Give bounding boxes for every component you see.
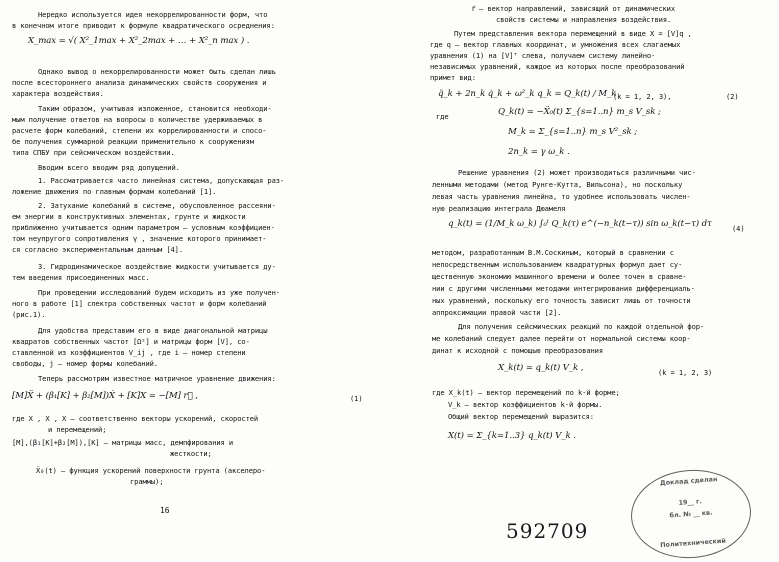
stamp-text: бл. № __ кв. [669,508,713,520]
equation-range: (k = 1, 2, 3), [613,92,672,101]
text-line: аппроксимации правой части [2]. [432,308,562,317]
text-line: свободы, j – номер формы колебаний. [12,359,158,368]
text-line: Таким образом, учитывая изложенное, становится необходи- [38,104,272,113]
stamp-text: Доклад сделан [659,475,718,488]
text-line: ем энергии в конструктивных элементах, грунте и жидкости [12,212,246,221]
text-line: ного в работе [1] спектра собственных частот и форм колебаний [12,299,267,308]
handwritten-inventory-number: 592709 [506,519,589,543]
text-line: V_k – вектор коэффициентов k-й формы. [448,400,603,409]
text-line: r⃗ – вектор направлений, зависящий от динамических [472,4,676,13]
text-line: ме колебаний следует далее перейти от нормальной системы коор- [432,334,691,343]
equation-total-displacement: X(t) = Σ_{k=1..3} q_k(t) V_k . [448,431,576,441]
text-line: [M],(β₁[K]+β₂[M]),[K] – матрицы масс, демпфирования и [12,438,234,447]
text-line: где X_k(t) – вектор перемещений по k-й форме; [432,388,620,397]
text-line: ленными методами (метод Рунге-Кутта, Вильсона), но поскольку [432,180,683,189]
text-line: Теперь рассмотрим известное матричное уравнение движения: [38,374,276,383]
text-line: расчете форм колебаний, степени их коррелированности и спосо- [12,126,267,135]
text-line: граммы); [130,477,164,486]
text-line: ную реализацию интеграла Дюамеля [432,204,566,213]
text-line: свойств системы и направления воздействия. [496,15,672,24]
text-line: независимых уравнений, каждое из которых после преобразований [430,62,685,71]
text-line: Общий вектор перемещений выразится: [448,412,594,421]
text-line: ставленной из коэффициентов V_ij , где i – номер степени [12,348,246,357]
equation-transform: X_k(t) = q_k(t) V_k , [498,363,584,373]
equation-damping: 2n_k = γ ω_k . [508,147,570,157]
text-line: 2. Затухание колебаний в системе, обусловленное рассеяни- [38,201,276,210]
text-line: нии с другими численными методами интегрирования дифференциаль- [432,284,695,293]
text-line: типа СПБУ при сейсмическом воздействии. [12,148,175,157]
text-line: Вводим всего вводим ряд допущений. [38,163,180,172]
stamp-text: Политехнический [659,536,727,550]
equation-modal: q̈_k + 2n_k q̇_k + ω²_k q_k = Q_k(t) / M_k [438,89,617,99]
text-line: При проведении исследований будем исходить из уже получен- [38,288,280,297]
text-line: ложение движения по главным формам колебаний [1]. [12,187,217,196]
text-line: и перемещений; [48,425,107,434]
text-line: мым получение ответов на вопросы о количестве удерживаемых в [12,115,263,124]
page-number: 16 [160,506,170,515]
equation-number: (1) [350,394,363,403]
text-line: 3. Гидродинамическое воздействие жидкости учитывается ду- [38,262,276,271]
text-line: непосредственным использованием квадратурных формул дает су- [432,260,683,269]
left-page [10,0,380,560]
equation-number: (2) [726,92,739,101]
text-line: после всестороннего анализа динамических свойств сооружения и [12,78,267,87]
text-line: квадратов собственных частот [Ω²] и матрицы форм [V], со- [12,337,250,346]
equation-range: (k = 1, 2, 3) [658,368,713,377]
text-line: левая часть уравнения линейна, то удобнее использовать числен- [432,192,691,201]
text-line: тем введения присоединенных масс. [12,273,150,282]
text-line: где [436,112,449,121]
text-line: Ẍ₀(t) – функция ускорений поверхности грунта (акселеро- [36,466,266,475]
text-line: уравнения (1) на [V]ᵀ слева, получаем систему линейно- [430,51,656,60]
text-line: 1. Рассматривается часто линейная система, допускающая раз- [38,176,285,185]
equation-duhamel: q_k(t) = (1/M_k ω_k) ∫₀ᵗ Q_k(τ) e^(−n_k(t−τ)) sin ω_k(t−τ) dτ [448,219,712,229]
equation-number: (4) [732,224,745,233]
text-line: Для получения сейсмических реакций по каждой отдельной фор- [458,322,705,331]
text-line: методом, разработанным В.М.Соскиным, который в сравнении с [432,248,674,257]
text-line: Нередко используется идея некоррелированности форм, что [38,10,268,19]
text-line: Для удобства представим его в виде диагональной матрицы [38,326,268,335]
text-line: (рис.1). [12,310,46,319]
text-line: где X , X , X – соответственно векторы ускорений, скоростей [12,414,259,423]
text-line: Решение уравнения (2) может производиться различными чис- [458,168,696,177]
text-line: бе получения суммарной реакции применительно к сооружениям [12,137,254,146]
equation-generalized-mass: M_k = Σ_{s=1..n} m_s V²_sk ; [508,127,638,137]
equation-quadratic-mean: X_max = √( X²_1max + X²_2max + … + X²_n max ) . [28,36,250,46]
text-line: характера воздействия. [12,89,104,98]
text-line: Путем представления вектора перемещений в виде X = [V]q , [454,29,692,38]
text-line: приближенно учитывается одним параметром – условным коэффициен- [12,223,275,232]
text-line: щественную экономию машинного времени и более точен в сравне- [432,272,687,281]
equation-generalized-force: Q_k(t) = −Ẍ₀(t) Σ_{s=1..n} m_s V_sk ; [498,107,661,117]
text-line: где q – вектор главных координат, и умножения всех слагаемых [430,40,681,49]
stamp-text: 19__ г. [678,497,703,507]
text-line: динат к исходной с помощью преобразования [432,346,604,355]
text-line: ся согласно экспериментальным данным [4]. [12,245,184,254]
text-line: в конечном итоге приводит к формуле квадратического осреднения: [12,21,275,30]
equation-motion: [M]Ẍ + (β₁[K] + β₂[M])Ẋ + [K]X = −[M] r⃗ , [12,391,198,401]
text-line: жесткости; [170,449,212,458]
text-line: том неупругого сопротивления γ , значение которого принимает- [12,234,267,243]
text-line: примет вид: [430,73,476,82]
text-line: Однако вывод о некоррелированности может быть сделан лишь [38,67,276,76]
text-line: ных уравнений, поскольку его точность зависит лишь от точности [432,296,691,305]
